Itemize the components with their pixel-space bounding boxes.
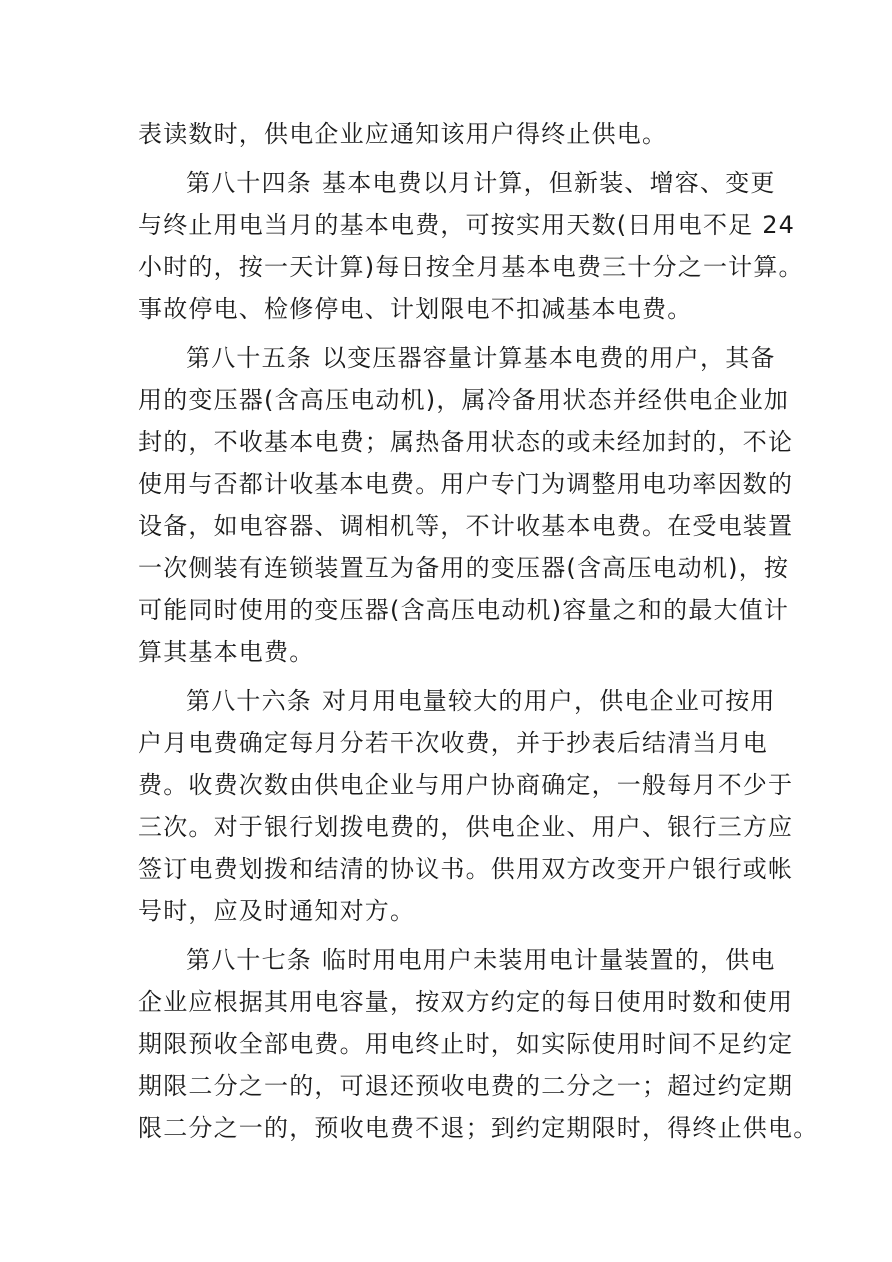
text-line: 企业应根据其用电容量，按双方约定的每日使用时数和使用 [138, 988, 794, 1016]
paragraph-article-84 [138, 162, 804, 330]
document-body [138, 113, 819, 1149]
text-line: 期限二分之一的，可退还预收电费的二分之一；超过约定期 [138, 1072, 794, 1100]
text-line [138, 939, 776, 981]
text-line: 可能同时使用的变压器(含高压电动机)容量之和的最大值计 [138, 596, 790, 624]
article-text: 以变压器容量计算基本电费的用户，其备 [322, 344, 776, 372]
text-line [138, 162, 776, 204]
article-text: 基本电费以月计算，但新装、增容、变更 [322, 169, 776, 197]
text-line: 表读数时，供电企业应通知该用户得终止供电。 [138, 120, 668, 148]
text-line: 期限预收全部电费。用电终止时，如实际使用时间不足约定 [138, 1030, 794, 1058]
text-line: 封的，不收基本电费；属热备用状态的或未经加封的，不论 [138, 428, 794, 456]
article-number: 第八十五条 [186, 344, 312, 372]
text-line: 户月电费确定每月分若干次收费，并于抄表后结清当月电 [138, 729, 768, 757]
text-line: 事故停电、检修停电、计划限电不扣减基本电费。 [138, 295, 693, 323]
article-text: 临时用电用户未装用电计量装置的，供电 [322, 946, 776, 974]
paragraph-article-85 [138, 337, 794, 673]
text-line: 一次侧装有连锁装置互为备用的变压器(含高压电动机)，按 [138, 554, 790, 582]
text-line [138, 337, 776, 379]
paragraph-article-87 [138, 939, 819, 1149]
paragraph-article-86 [138, 680, 794, 932]
text-line: 签订电费划拨和结清的协议书。供用双方改变开户银行或帐 [138, 855, 794, 883]
text-line: 号时，应及时通知对方。 [138, 897, 416, 925]
text-line: 小时的，按一天计算)每日按全月基本电费三十分之一计算。 [138, 253, 804, 281]
text-line: 使用与否都计收基本电费。用户专门为调整用电功率因数的 [138, 470, 794, 498]
text-line: 设备，如电容器、调相机等，不计收基本电费。在受电装置 [138, 512, 794, 540]
text-line: 用的变压器(含高压电动机)，属冷备用状态并经供电企业加 [138, 386, 790, 414]
text-line: 算其基本电费。 [138, 638, 315, 666]
text-line: 与终止用电当月的基本电费，可按实用天数(日用电不足 24 [138, 211, 796, 239]
text-line: 限二分之一的，预收电费不退；到约定期限时，得终止供电。 [138, 1114, 819, 1142]
article-number: 第八十四条 [186, 169, 312, 197]
text-line: 费。收费次数由供电企业与用户协商确定，一般每月不少于 [138, 771, 794, 799]
paragraph-continuation [138, 113, 762, 155]
text-line [138, 680, 776, 722]
article-text: 对月用电量较大的用户，供电企业可按用 [322, 687, 776, 715]
article-number: 第八十七条 [186, 946, 312, 974]
article-number: 第八十六条 [186, 687, 312, 715]
text-line: 三次。对于银行划拨电费的，供电企业、用户、银行三方应 [138, 813, 794, 841]
